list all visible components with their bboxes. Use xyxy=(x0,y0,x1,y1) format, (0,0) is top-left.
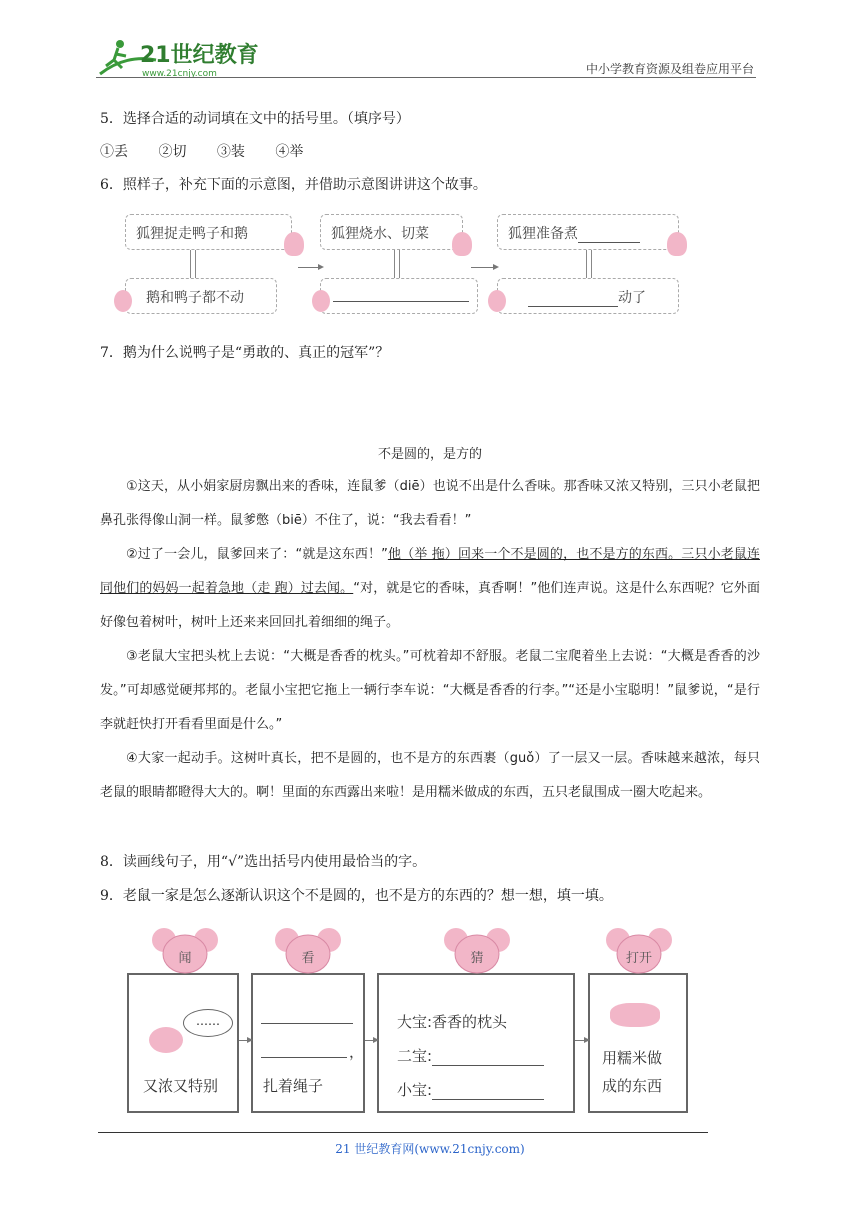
option-4: ④举 xyxy=(275,144,304,160)
label-open: 打开 xyxy=(625,951,652,966)
diagram-bottom-box-1 xyxy=(125,278,277,314)
fox-icon xyxy=(667,232,687,256)
connector-3 xyxy=(586,250,592,278)
card-open xyxy=(588,973,688,1113)
zongzi-icon xyxy=(149,1027,183,1053)
diagram-top-text-1: 狐狸捉走鸭子和鹅 xyxy=(136,226,248,242)
header-divider xyxy=(96,77,756,78)
duck-icon xyxy=(488,290,506,312)
flow-arrow-1 xyxy=(239,1040,247,1041)
duck-icon xyxy=(312,290,330,312)
footer-text[interactable]: 21 世纪教育网(www.21cnjy.com) xyxy=(335,1142,525,1156)
option-2: ②切 xyxy=(158,144,187,160)
diagram-bottom-box-3 xyxy=(497,278,679,314)
arrow-1 xyxy=(298,267,318,268)
answer-blank-look-2[interactable] xyxy=(261,1057,347,1058)
card-4-line-1: 用糯米做 xyxy=(602,1049,663,1067)
logo-text: 21世纪教育 xyxy=(140,43,259,68)
connector-1 xyxy=(190,250,196,278)
question-7: 7．鹅为什么说鸭子是“勇敢的、真正的冠军”？ xyxy=(100,345,390,361)
story-p2-rest: “对，就是它的香味，真香啊！”他们连声说。这是什么东西呢？它外面好像包着树叶，树叶上还来来回回扎着细细的绳子。 xyxy=(100,581,760,630)
label-look: 看 xyxy=(301,951,315,966)
thought-bubble: …… xyxy=(183,1009,233,1037)
story-paragraph-2 xyxy=(100,538,760,640)
logo xyxy=(96,34,266,80)
story-p2-intro: ②过了一会儿，鼠爹回来了：“就是这东西！” xyxy=(126,547,388,562)
card-3-line-3 xyxy=(397,1079,544,1100)
story-paragraph-1: ①这天，从小娟家厨房飘出来的香味，连鼠爹（diē）也说不出是什么香味。那香味又浓又特别，三只小老鼠把鼻孔张得像山洞一样。鼠爹憋（biē）不住了，说：“我去看看！” xyxy=(100,479,760,528)
option-3: ③装 xyxy=(216,144,245,160)
story-paragraph-4: ④大家一起动手。这树叶真长，把不是圆的，也不是方的东西裹（guǒ）了一层又一层。香味越来越浓，每只老鼠的眼睛都瞪得大大的。啊！里面的东西露出来啦！是用糯米做成的东西，五只老鼠围成一圈大吃起来。 xyxy=(100,751,760,800)
question-9: 9．老鼠一家是怎么逐渐认识这个不是圆的，也不是方的东西的？想一想，填一填。 xyxy=(100,888,613,904)
diagram-bottom-box-2 xyxy=(320,278,478,314)
connector-2 xyxy=(394,250,400,278)
card-2-text: 扎着绳子 xyxy=(263,1077,324,1095)
card-3-line-2 xyxy=(397,1045,544,1066)
story-paragraph-3: ③老鼠大宝把头枕上去说：“大概是香香的枕头。”可枕着却不舒服。老鼠二宝爬着坐上去说：“大概是香香的沙发。”可却感觉硬邦邦的。老鼠小宝把它拖上一辆行李车说：“大概是香香的行李。”“还是小宝聪明！”鼠爹说，“是行李就赶快打开看看里面是什么。” xyxy=(100,649,760,732)
opened-zongzi-icon xyxy=(610,1003,660,1027)
underlined-sentence: 他（举 拖）回来一个不是圆的，也不是方的东西。三只小老鼠连同他们的妈妈一起着急地（走 跑）过去闻。 xyxy=(100,547,760,596)
arrow-2 xyxy=(471,267,493,268)
footer-divider xyxy=(98,1132,708,1133)
card-look xyxy=(251,973,365,1113)
diagram-top-text-3-label: 狐狸准备煮 xyxy=(508,226,578,242)
diagram-top-text-3 xyxy=(508,223,640,243)
question-6: 6．照样子，补充下面的示意图，并借助示意图讲讲这个故事。 xyxy=(100,177,487,193)
diagram-top-box-1 xyxy=(125,214,292,250)
answer-blank-xiaobao[interactable] xyxy=(432,1085,544,1100)
card-guess xyxy=(377,973,575,1113)
header-platform-text: 中小学教育资源及组卷应用平台 xyxy=(585,62,754,76)
story-title: 不是圆的，是方的 xyxy=(377,447,482,462)
label-smell: 闻 xyxy=(178,951,192,966)
fox-icon xyxy=(284,232,304,256)
diagram-bottom-suffix-3: 动了 xyxy=(618,290,646,306)
label-guess: 猜 xyxy=(470,951,484,966)
answer-blank-erbao[interactable] xyxy=(432,1051,544,1066)
question-8: 8．读画线句子，用“√”选出括号内使用最恰当的字。 xyxy=(100,854,427,870)
card-3-line-3-label: 小宝: xyxy=(397,1081,433,1099)
question-5: 5．选择合适的动词填在文中的括号里。（填序号） xyxy=(100,111,410,127)
answer-blank-look-1[interactable] xyxy=(261,1023,353,1024)
flow-arrow-2 xyxy=(365,1040,373,1041)
diagram-top-text-2: 狐狸烧水、切菜 xyxy=(331,226,429,242)
card-4-line-2: 成的东西 xyxy=(602,1077,663,1095)
answer-blank-3a[interactable] xyxy=(578,228,640,243)
logo-subtext: www.21cnjy.com xyxy=(142,69,217,79)
option-1: ①丢 xyxy=(100,144,128,160)
flow-arrow-3 xyxy=(575,1040,584,1041)
diagram-top-box-3 xyxy=(497,214,679,250)
duck-icon xyxy=(114,290,132,312)
diagram-top-box-2 xyxy=(320,214,463,250)
diagram-bottom-text-1: 鹅和鸭子都不动 xyxy=(146,290,244,306)
diagram-bottom-text-3 xyxy=(528,287,646,307)
card-1-text: 又浓又特别 xyxy=(143,1077,219,1095)
answer-blank-3b[interactable] xyxy=(528,292,618,307)
question-5-options xyxy=(100,141,329,161)
card-2-comma: ， xyxy=(349,1043,365,1061)
answer-blank-2[interactable] xyxy=(333,301,469,302)
card-3-line-1: 大宝:香香的枕头 xyxy=(397,1013,508,1031)
fox-icon xyxy=(452,232,472,256)
card-smell xyxy=(127,973,239,1113)
card-3-line-2-label: 二宝: xyxy=(397,1047,433,1065)
